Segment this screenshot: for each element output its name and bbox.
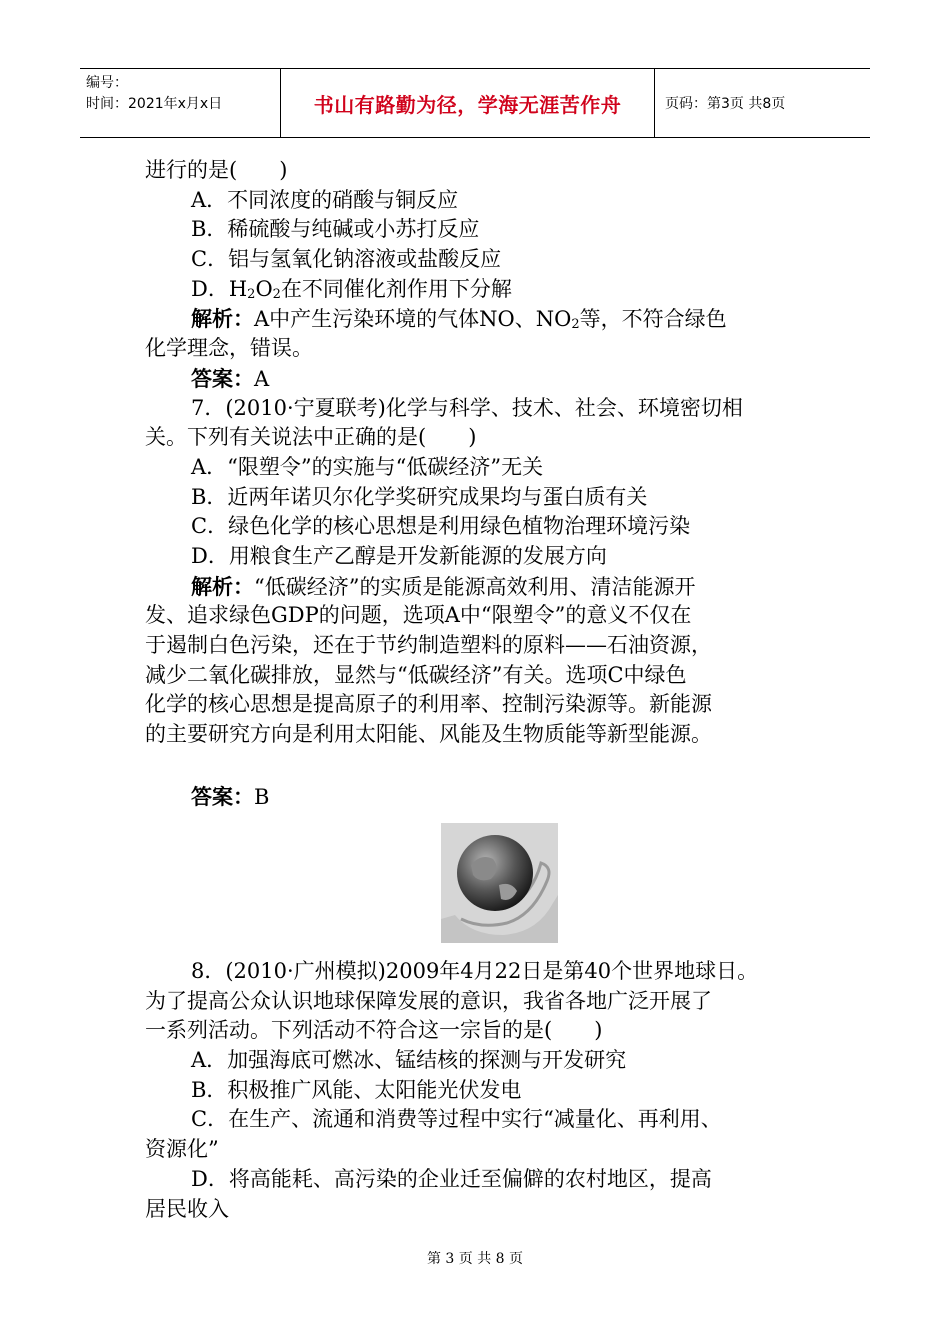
globe-in-hand-image: [441, 823, 558, 943]
page-footer: 第 3 页 共 8 页: [426, 1251, 524, 1267]
q8-stem-line-2: 为了提高公众认识地球保障发展的意识，我省各地广泛开展了: [145, 988, 712, 1013]
page-header: [80, 68, 870, 138]
header-motto: 书山有路勤为径，学海无涯苦作舟: [281, 69, 655, 137]
q6-option-a: A．不同浓度的硝酸与铜反应: [191, 187, 459, 212]
q7-option-d: D．用粮食生产乙醇是开发新能源的发展方向: [191, 543, 607, 568]
q6-explanation-line-1: 解析：A中产生污染环境的气体NO、$NO_2$等，不符合绿色: [191, 306, 727, 333]
header-page-info: 页码：第3页 共8页: [665, 96, 786, 112]
q7-explanation-line-5: 化学的核心思想是提高原子的利用率、控制污染源等。新能源: [145, 692, 712, 717]
q7-stem-line-2: 关。下列有关说法中正确的是( ): [145, 425, 477, 450]
globe-icon: [441, 823, 558, 943]
q8-option-d-line-1: D．将高能耗、高污染的企业迁至偏僻的农村地区，提高: [191, 1166, 712, 1191]
q7-explanation-line-6: 的主要研究方向是利用太阳能、风能及生物质能等新型能源。: [145, 722, 712, 747]
q8-stem-line-1: 8．(2010·广州模拟)2009年4月22日是第40个世界地球日。: [191, 959, 759, 983]
q7-explanation-line-3: 于遏制白色污染，还在于节约制造塑料的原料——石油资源，: [145, 633, 712, 657]
q6-stem-continued: 进行的是( ): [145, 158, 288, 182]
q6-answer: 答案：A: [191, 365, 270, 391]
q7-explanation-line-2: 发、追求绿色GDP的问题，选项A中“限塑令”的意义不仅在: [145, 603, 692, 628]
q7-answer: 答案：B: [191, 783, 270, 809]
q8-option-a: A．加强海底可燃冰、锰结核的探测与开发研究: [191, 1048, 627, 1073]
q7-option-a: A．“限塑令”的实施与“低碳经济”无关: [191, 454, 544, 479]
q8-option-d-line-2: 居民收入: [145, 1196, 229, 1221]
q6-option-b: B．稀硫酸与纯碱或小苏打反应: [191, 217, 480, 242]
q8-option-c-line-1: C．在生产、流通和消费等过程中实行“减量化、再利用、: [191, 1107, 722, 1132]
q7-explanation-line-1: 解析：“低碳经济”的实质是能源高效利用、清洁能源开: [191, 573, 696, 599]
time-label: 时间：2021年x月x日: [86, 96, 223, 112]
q6-option-c: C．铝与氢氧化钠溶液或盐酸反应: [191, 247, 502, 272]
q8-stem-line-3: 一系列活动。下列活动不符合这一宗旨的是( ): [145, 1018, 603, 1043]
q7-stem-line-1: 7．(2010·宁夏联考)化学与科学、技术、社会、环境密切相: [191, 395, 743, 420]
q6-option-d: D．$H_2O_2$在不同催化剂作用下分解: [191, 276, 512, 302]
number-label: 编号：: [86, 75, 128, 91]
header-meta: [80, 69, 281, 137]
q8-option-b: B．积极推广风能、太阳能光伏发电: [191, 1077, 522, 1102]
q6-explanation-line-2: 化学理念，错误。: [145, 336, 313, 361]
document-body: [145, 156, 815, 811]
q7-explanation-line-4: 减少二氧化碳排放，显然与“低碳经济”有关。选项C中绿色: [145, 662, 687, 687]
q7-option-c: C．绿色化学的核心思想是利用绿色植物治理环境污染: [191, 514, 691, 539]
q7-option-b: B．近两年诺贝尔化学奖研究成果均与蛋白质有关: [191, 484, 648, 509]
question-8: [145, 957, 815, 1224]
q8-option-c-line-2: 资源化”: [145, 1137, 219, 1162]
